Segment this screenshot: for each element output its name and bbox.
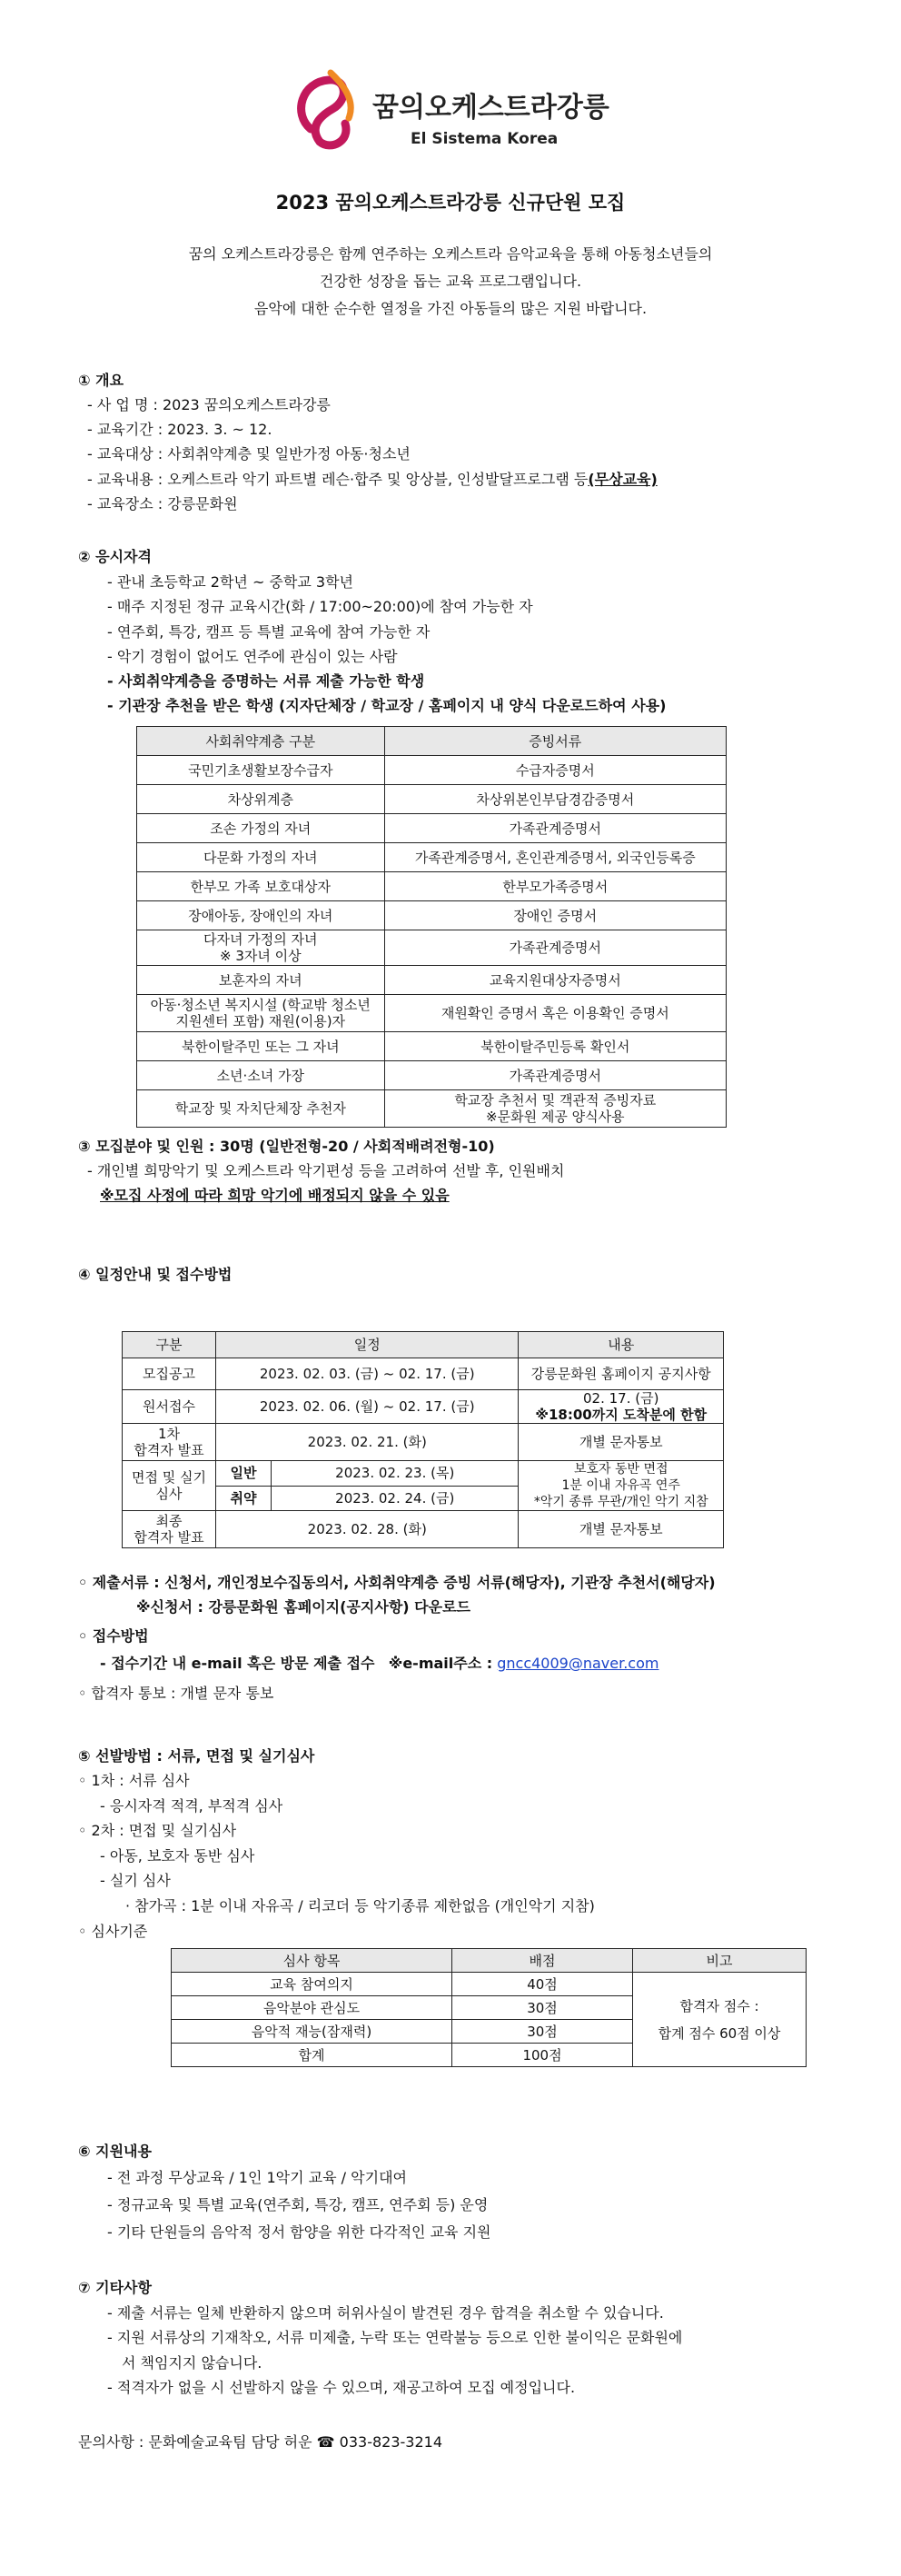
s1-line: - 교육장소 : 강릉문화원 [87, 495, 238, 512]
contact-line: 문의사항 : 문화예술교육팀 담당 허운 ☎ 033-823-3214 [78, 2433, 443, 2451]
s5-line: ◦ 1차 : 서류 심사 [78, 1772, 190, 1789]
table-cell: 국민기초생활보장수급자 [137, 756, 385, 785]
table-cell: 장애인 증명서 [384, 901, 726, 930]
table-cell: 차상위본인부담경감증명서 [384, 785, 726, 814]
table-cell: 원서접수 [123, 1390, 216, 1424]
table-cell: 북한이탈주민 또는 그 자녀 [137, 1032, 385, 1061]
s5-heading: ⑤ 선발방법 : 서류, 면접 및 실기심사 [78, 1747, 315, 1765]
page-title: 2023 꿈의오케스트라강릉 신규단원 모집 [275, 192, 626, 214]
cell-line: 합격자 발표 [134, 1442, 204, 1458]
table-cell: 학교장 추천서 및 객관적 증빙자료 ※문화원 제공 양식사용 [384, 1090, 726, 1128]
table-cell: 취약 [216, 1486, 272, 1511]
s2-line: - 연주회, 특강, 캠프 등 특별 교육에 참여 가능한 자 [107, 623, 431, 641]
table-cell: 30점 [452, 1996, 633, 2020]
table-row [137, 756, 727, 785]
free-education: (무상교육) [588, 471, 658, 488]
s5-line: - 응시자격 적격, 부적격 심사 [100, 1797, 283, 1815]
table-row [137, 1090, 727, 1128]
table-header-cell: 내용 [519, 1332, 724, 1358]
s7-line: 서 책임지지 않습니다. [122, 2354, 262, 2372]
email-label: ※e-mail주소 : [388, 1655, 493, 1672]
s5-line: ◦ 심사기준 [78, 1923, 148, 1940]
logo-graphic [292, 64, 619, 154]
s7-line: - 적격자가 없을 시 선발하지 않을 수 있으며, 재공고하여 모집 예정입니다. [107, 2379, 576, 2396]
table-cell [519, 1390, 724, 1424]
s1-line [87, 468, 658, 489]
schedule-table [122, 1331, 724, 1548]
docs-line: ◦ 제출서류 : 신청서, 개인정보수집동의서, 사회취약계층 증빙 서류(해당자), 기관장 추천서(해당자) [78, 1574, 716, 1591]
table-row [123, 1424, 724, 1461]
table-row [137, 1061, 727, 1090]
table-cell [123, 1424, 216, 1461]
receipt-note: ※18:00까지 도착분에 한함 [535, 1407, 708, 1423]
cell-line: *악기 종류 무관/개인 악기 지참 [533, 1495, 708, 1509]
table-cell: 차상위계층 [137, 785, 385, 814]
table-cell: 100점 [452, 2044, 633, 2067]
s1-heading: ① 개요 [78, 372, 124, 389]
s6-line: - 전 과정 무상교육 / 1인 1악기 교육 / 악기대여 [107, 2169, 407, 2186]
table-cell: 아동·청소년 복지시설 (학교밖 청소년 지원센터 포함) 재원(이용)자 [137, 995, 385, 1032]
table-cell: 모집공고 [123, 1358, 216, 1390]
table-header-cell: 배점 [452, 1949, 633, 1973]
s3-line: - 개인별 희망악기 및 오케스트라 악기편성 등을 고려하여 선발 후, 인원배치 [87, 1162, 565, 1179]
intro-line: 꿈의 오케스트라강릉은 함께 연주하는 오케스트라 음악교육을 통해 아동청소년들의 [188, 245, 713, 263]
logo-main-text: 꿈의오케스트라강릉 [372, 92, 609, 124]
s2-line-bold: - 사회취약계층을 증명하는 서류 제출 가능한 학생 [107, 672, 425, 690]
table-header-row [123, 1332, 724, 1358]
table-cell: 장애아동, 장애인의 자녀 [137, 901, 385, 930]
table-cell: 일반 [216, 1461, 272, 1487]
s5-line: · 참가곡 : 1분 이내 자유곡 / 리코더 등 악기종류 제한없음 (개인악기 지참) [125, 1897, 595, 1915]
s5-line: ◦ 2차 : 면접 및 실기심사 [78, 1822, 237, 1839]
s1-line: - 교육기간 : 2023. 3. ~ 12. [87, 421, 272, 438]
cell-line: 합격자 점수 : [679, 1997, 759, 2014]
email-link[interactable]: gncc4009@naver.com [497, 1655, 659, 1672]
table-cell: 교육 참여의지 [172, 1973, 452, 1996]
table-cell: 30점 [452, 2020, 633, 2044]
cell-line: 합격자 발표 [134, 1529, 204, 1546]
table-row [137, 930, 727, 966]
logo-sub-text: El Sistema Korea [411, 130, 559, 148]
table-row [123, 1461, 724, 1487]
receipt-deadline: 02. 17. (금) [583, 1390, 659, 1407]
table-row [123, 1511, 724, 1548]
s2-line-bold: - 기관장 추천을 받은 학생 (지자단체장 / 학교장 / 홈페이지 내 양식 다운로드하여 사용) [107, 697, 667, 714]
table-row [137, 814, 727, 843]
table-cell: 조손 가정의 자녀 [137, 814, 385, 843]
table-cell: 가족관계증명서 [384, 1061, 726, 1090]
table-row [137, 843, 727, 872]
table-cell: 2023. 02. 28. (화) [216, 1511, 519, 1548]
table-header-row [137, 727, 727, 756]
s3-note: ※모집 사정에 따라 희망 악기에 배정되지 않을 수 있음 [100, 1187, 450, 1204]
s1-line: - 교육대상 : 사회취약계층 및 일반가정 아동·청소년 [87, 445, 411, 462]
table-cell: 면접 및 실기심사 [123, 1461, 216, 1511]
table-cell [123, 1511, 216, 1548]
table-cell: 음악적 재능(잠재력) [172, 2020, 452, 2044]
table-header-cell: 사회취약계층 구분 [137, 727, 385, 756]
table-cell: 가족관계증명서 [384, 814, 726, 843]
table-cell: 40점 [452, 1973, 633, 1996]
s5-line: - 아동, 보호자 동반 심사 [100, 1847, 255, 1865]
table-row [137, 966, 727, 995]
table-cell: 강릉문화원 홈페이지 공지사항 [519, 1358, 724, 1390]
table-cell: 2023. 02. 24. (금) [272, 1486, 519, 1511]
table-cell: 다자녀 가정의 자녀 ※ 3자녀 이상 [137, 930, 385, 966]
table-header-cell: 심사 항목 [172, 1949, 452, 1973]
method-line [100, 1652, 658, 1673]
s7-line: - 제출 서류는 일체 반환하지 않으며 허위사실이 발견된 경우 합격을 취소할 수 있습니다. [107, 2304, 664, 2322]
table-row [123, 1390, 724, 1424]
table-row [123, 1358, 724, 1390]
intro-line: 건강한 성장을 돕는 교육 프로그램입니다. [319, 273, 582, 290]
table-cell: 음악분야 관심도 [172, 1996, 452, 2020]
s2-line: - 관내 초등학교 2학년 ~ 중학교 3학년 [107, 573, 353, 591]
method-text: - 접수기간 내 e-mail 혹은 방문 제출 접수 [100, 1655, 375, 1672]
table-cell: 북한이탈주민등록 확인서 [384, 1032, 726, 1061]
table-cell: 한부모 가족 보호대상자 [137, 872, 385, 901]
table-header-cell: 비고 [633, 1949, 807, 1973]
result-line: ◦ 합격자 통보 : 개별 문자 통보 [78, 1685, 274, 1702]
table-cell: 학교장 및 자치단체장 추천자 [137, 1090, 385, 1128]
s1-content-text: - 교육내용 : 오케스트라 악기 파트별 레슨·합주 및 앙상블, 인성발달프로그램 등 [87, 471, 589, 488]
table-cell: 2023. 02. 03. (금) ~ 02. 17. (금) [216, 1358, 519, 1390]
intro [87, 241, 814, 323]
table-header-row [172, 1949, 807, 1973]
cell-line: 최종 [155, 1513, 183, 1529]
table-header-cell: 일정 [216, 1332, 519, 1358]
table-cell: 2023. 02. 23. (목) [272, 1461, 519, 1487]
table-cell: 재원확인 증명서 혹은 이용확인 증명서 [384, 995, 726, 1032]
s6-line: - 정규교육 및 특별 교육(연주회, 특강, 캠프, 연주회 등) 운영 [107, 2196, 489, 2213]
table-cell: 보훈자의 자녀 [137, 966, 385, 995]
s4-heading: ④ 일정안내 및 접수방법 [78, 1266, 233, 1283]
table-row [137, 872, 727, 901]
s5-line: - 실기 심사 [100, 1872, 171, 1889]
s2-line: - 매주 지정된 정규 교육시간(화 / 17:00~20:00)에 참여 가능한 자 [107, 598, 533, 615]
cell-line: 1차 [157, 1426, 181, 1442]
table-cell: 한부모가족증명서 [384, 872, 726, 901]
cell-line: 보호자 동반 면접 [573, 1462, 668, 1477]
s7-heading: ⑦ 기타사항 [78, 2279, 152, 2296]
s7-line: - 지원 서류상의 기재착오, 서류 미제출, 누락 또는 연락불능 등으로 인한 불이익은 문화원에 [107, 2329, 683, 2346]
table-cell: 다문화 가정의 자녀 [137, 843, 385, 872]
s3-heading: ③ 모집분야 및 인원 : 30명 (일반전형-20 / 사회적배려전형-10) [78, 1138, 495, 1155]
table-cell: 개별 문자통보 [519, 1424, 724, 1461]
s6-heading: ⑥ 지원내용 [78, 2143, 152, 2160]
table-cell: 수급자증명서 [384, 756, 726, 785]
table-header-cell: 증빙서류 [384, 727, 726, 756]
table-header-cell: 구분 [123, 1332, 216, 1358]
table-cell [633, 1973, 807, 2067]
method-heading: ◦ 접수방법 [78, 1627, 149, 1645]
intro-line: 음악에 대한 순수한 열정을 가진 아동들의 많은 지원 바랍니다. [253, 300, 648, 317]
table-cell: 합계 [172, 2044, 452, 2067]
eligibility-table [136, 726, 727, 1128]
table-cell: 소년·소녀 가장 [137, 1061, 385, 1090]
table-row [137, 785, 727, 814]
table-row [172, 1973, 807, 1996]
table-cell: 2023. 02. 06. (월) ~ 02. 17. (금) [216, 1390, 519, 1424]
s2-heading: ② 응시자격 [78, 548, 152, 565]
logo [292, 64, 619, 154]
table-cell: 교육지원대상자증명서 [384, 966, 726, 995]
s6-line: - 기타 단원들의 음악적 정서 함양을 위한 다각적인 교육 지원 [107, 2223, 491, 2241]
table-cell: 가족관계증명서 [384, 930, 726, 966]
table-cell: 가족관계증명서, 혼인관계증명서, 외국인등록증 [384, 843, 726, 872]
table-cell [519, 1461, 724, 1511]
s2-line: - 악기 경험이 없어도 연주에 관심이 있는 사람 [107, 648, 398, 665]
table-cell: 개별 문자통보 [519, 1511, 724, 1548]
table-row [137, 995, 727, 1032]
table-row [137, 1032, 727, 1061]
table-row [137, 901, 727, 930]
s1-line: - 사 업 명 : 2023 꿈의오케스트라강릉 [87, 396, 331, 413]
docs-note: ※신청서 : 강릉문화원 홈페이지(공지사항) 다운로드 [136, 1598, 470, 1616]
criteria-table [171, 1948, 807, 2067]
table-cell: 2023. 02. 21. (화) [216, 1424, 519, 1461]
cell-line: 합계 점수 60점 이상 [658, 2024, 781, 2042]
cell-line: 1분 이내 자유곡 연주 [561, 1478, 680, 1493]
